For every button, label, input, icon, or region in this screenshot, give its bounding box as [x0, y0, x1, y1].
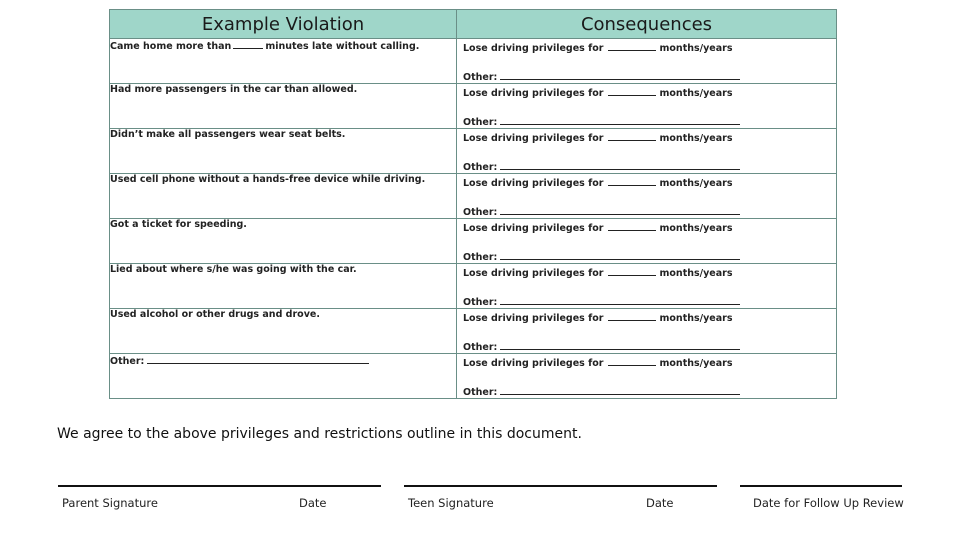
table-row — [110, 219, 837, 264]
consequence-unit: months/years — [659, 358, 733, 369]
duration-blank[interactable] — [608, 176, 656, 186]
header-consequences: Consequences — [457, 10, 837, 39]
duration-blank[interactable] — [608, 41, 656, 51]
table-row — [110, 309, 837, 354]
consequence-unit: months/years — [659, 88, 733, 99]
violation-cell — [110, 39, 457, 84]
follow-up-date-line[interactable] — [740, 485, 902, 487]
other-blank[interactable] — [500, 70, 740, 80]
consequence-label: Lose driving privileges for — [463, 313, 604, 324]
duration-blank[interactable] — [608, 86, 656, 96]
consequence-label: Lose driving privileges for — [463, 43, 604, 54]
duration-blank[interactable] — [608, 266, 656, 276]
violation-text: Came home more than — [110, 41, 232, 52]
table-row — [110, 84, 837, 129]
consequence-cell — [457, 174, 837, 219]
consequence-unit: months/years — [659, 313, 733, 324]
consequence-label: Lose driving privileges for — [463, 358, 604, 369]
other-label: Other: — [463, 162, 498, 173]
parent-date-label: Date — [299, 496, 327, 510]
duration-blank[interactable] — [608, 311, 656, 321]
teen-signature-line[interactable] — [404, 485, 717, 487]
teen-signature-label: Teen Signature — [408, 496, 494, 510]
table-row — [110, 174, 837, 219]
consequence-label: Lose driving privileges for — [463, 133, 604, 144]
duration-blank[interactable] — [608, 131, 656, 141]
other-blank[interactable] — [500, 160, 740, 170]
minutes-blank[interactable] — [233, 39, 263, 49]
table-row — [110, 354, 837, 399]
other-blank[interactable] — [500, 340, 740, 350]
other-label: Other: — [463, 387, 498, 398]
other-label: Other: — [463, 72, 498, 83]
table-header-row — [110, 10, 837, 39]
consequence-cell — [457, 129, 837, 174]
consequence-unit: months/years — [659, 43, 733, 54]
violation-cell — [110, 354, 457, 399]
table-row — [110, 39, 837, 84]
other-blank[interactable] — [500, 205, 740, 215]
other-label: Other: — [463, 207, 498, 218]
violation-cell: Used cell phone without a hands-free device while driving. — [110, 174, 457, 219]
consequence-unit: months/years — [659, 133, 733, 144]
consequence-cell — [457, 39, 837, 84]
consequence-label: Lose driving privileges for — [463, 223, 604, 234]
other-blank[interactable] — [500, 295, 740, 305]
duration-blank[interactable] — [608, 221, 656, 231]
other-label: Other: — [463, 252, 498, 263]
consequence-cell — [457, 354, 837, 399]
other-blank[interactable] — [500, 115, 740, 125]
violation-cell: Used alcohol or other drugs and drove. — [110, 309, 457, 354]
agreement-statement: We agree to the above privileges and restrictions outline in this document. — [57, 426, 582, 442]
other-blank[interactable] — [500, 250, 740, 260]
consequence-cell — [457, 309, 837, 354]
consequence-cell — [457, 264, 837, 309]
parent-signature-line[interactable] — [58, 485, 381, 487]
other-label: Other: — [463, 297, 498, 308]
table-row — [110, 129, 837, 174]
other-blank[interactable] — [500, 385, 740, 395]
teen-date-label: Date — [646, 496, 674, 510]
consequence-label: Lose driving privileges for — [463, 268, 604, 279]
consequence-cell — [457, 84, 837, 129]
violations-table — [109, 9, 837, 399]
other-label: Other: — [463, 342, 498, 353]
violation-cell: Didn’t make all passengers wear seat belts. — [110, 129, 457, 174]
consequence-unit: months/years — [659, 268, 733, 279]
header-example-violation: Example Violation — [110, 10, 457, 39]
consequence-cell — [457, 219, 837, 264]
consequence-unit: months/years — [659, 178, 733, 189]
violation-cell: Lied about where s/he was going with the car. — [110, 264, 457, 309]
parent-signature-label: Parent Signature — [62, 496, 158, 510]
other-label: Other: — [463, 117, 498, 128]
violation-text: minutes late without calling. — [265, 41, 420, 52]
follow-up-date-label: Date for Follow Up Review — [753, 496, 904, 510]
consequence-label: Lose driving privileges for — [463, 178, 604, 189]
table-row — [110, 264, 837, 309]
duration-blank[interactable] — [608, 356, 656, 366]
consequence-unit: months/years — [659, 223, 733, 234]
consequence-label: Lose driving privileges for — [463, 88, 604, 99]
violation-other-blank[interactable] — [147, 354, 369, 364]
violation-cell: Got a ticket for speeding. — [110, 219, 457, 264]
violation-cell: Had more passengers in the car than allowed. — [110, 84, 457, 129]
violation-other-label: Other: — [110, 356, 145, 367]
